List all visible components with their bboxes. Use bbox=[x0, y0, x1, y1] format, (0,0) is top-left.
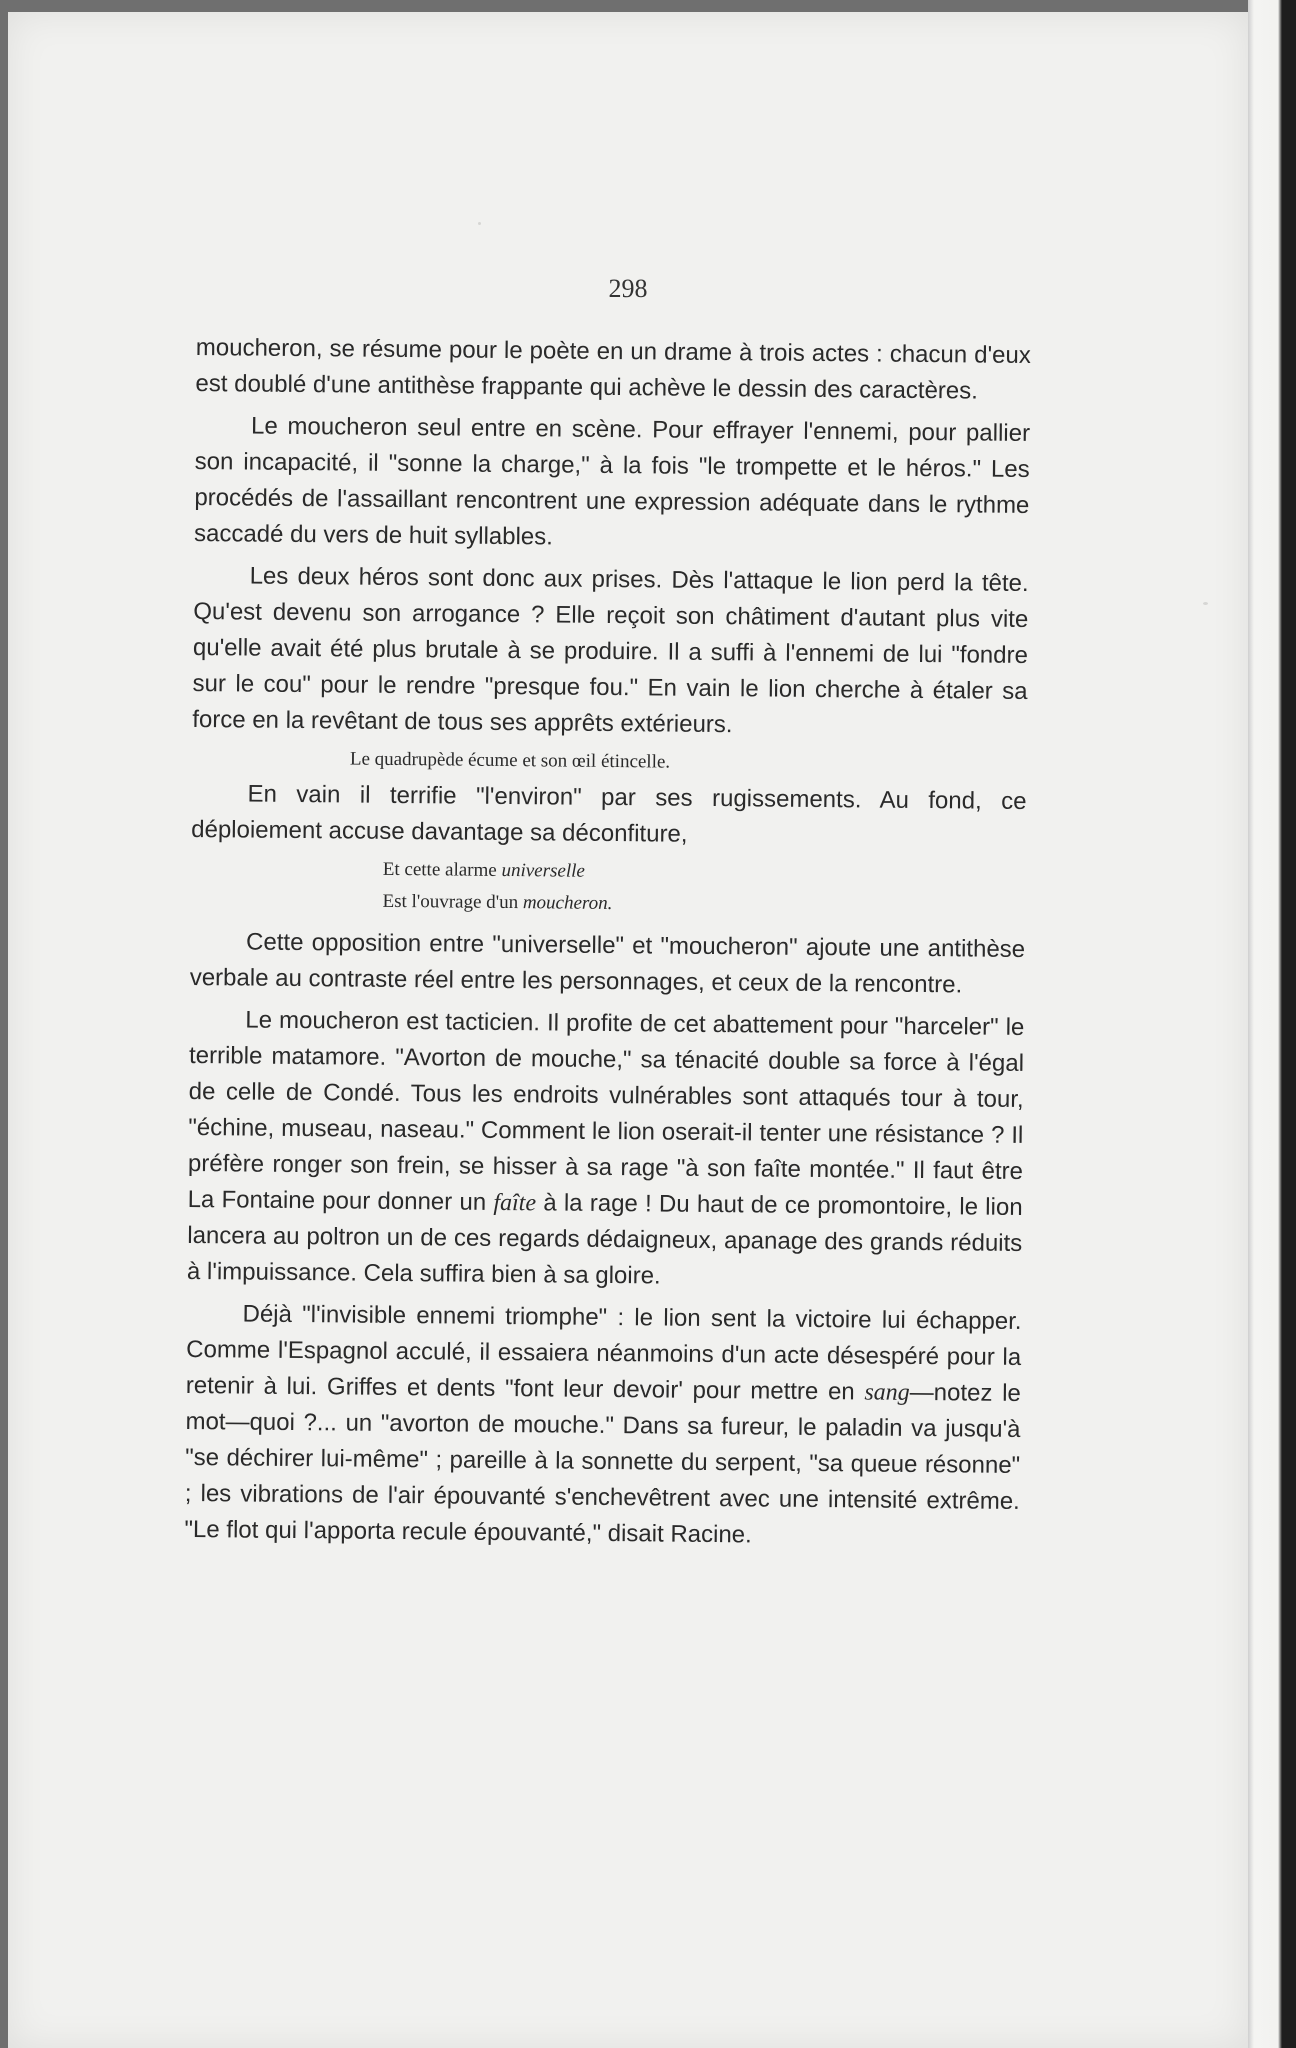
verse-quote: Le quadrupède écume et son œil étincelle. bbox=[349, 748, 671, 773]
paragraph-text: Le moucheron est tacticien. Il profite de cet abattement pour "harceler" le terrible matamore. "Avorton de mouche," sa ténacité double sa force à l'égal de celle de Condé. Tous les endroits vulnérables sont attaqués tour à tour, "échine, museau, naseau." Comment le lion oserait-il tenter une résistance ? Il préfère ronger son frein, se hisser à sa rage "à son faîte montée." Il faut être La Fontaine pour donner un bbox=[187, 1006, 1025, 1216]
verse-quote bbox=[190, 886, 1025, 922]
paragraph: Cette opposition entre "universelle" et "moucheron" ajoute une antithèse verbale au contraste réel entre les personnages, et ceux de la rencontre. bbox=[189, 928, 1026, 999]
quote-text: Est l'ouvrage d'un bbox=[382, 890, 523, 914]
page-number: 298 bbox=[608, 274, 648, 303]
paragraph-text: —notez le mot—quoi ?... un "avorton de mouche." Dans sa fureur, le paladin va jusqu'à "se déchirer lui-même" ; pareille à la sonnette du serpent, "sa queue résonne" ; les vibrations de l'air épouvanté s'enchevêtrent avec une intensité extrême. "Le flot qui l'apporta recule épouvanté," disait Racine. bbox=[184, 1378, 1021, 1549]
paper-speck bbox=[1203, 602, 1208, 605]
paragraph: Le moucheron seul entre en scène. Pour effrayer l'ennemi, pour pallier son incapacité, il "sonne la charge," à la fois "le trompette et le héros." Les procédés de l'assaillant rencontrent une expression adéquate dans le rythme saccadé du vers de huit syllables. bbox=[193, 412, 1031, 551]
italic-word: faîte bbox=[493, 1189, 537, 1217]
paragraph bbox=[187, 1002, 1025, 1298]
body-text bbox=[184, 330, 1031, 1562]
verse-quote bbox=[191, 854, 1026, 890]
italic-word: sang bbox=[864, 1379, 910, 1406]
book-page bbox=[8, 12, 1248, 2048]
paragraph: En vain il terrifie "l'environ" par ses rugissements. Au fond, ce déploiement accuse davantage sa déconfiture, bbox=[191, 780, 1027, 848]
paragraph-text: Déjà "l'invisible ennemi triomphe" : le lion sent la victoire lui échapper. Comme l'Espagnol acculé, il essaiera néanmoins d'un acte désespéré pour la retenir à lui. Griffes et dents "font leur devoir' pour mettre en bbox=[185, 1300, 1022, 1406]
quote-italic: moucheron. bbox=[522, 892, 613, 915]
paragraph-text: à la rage ! Du haut de ce promontoire, le lion lancera au poltron un de ces regards dédaigneux, apanage des grands réduits à l'impuissance. Cela suffira bien à sa gloire. bbox=[186, 1189, 1023, 1290]
paragraph: moucheron, se résume pour le poète en un drame à trois actes : chacun d'eux est doublé d'une antithèse frappante qui achève le dessin des caractères. bbox=[195, 333, 1031, 405]
paper-speck bbox=[478, 222, 481, 225]
adjacent-page-edge bbox=[1248, 0, 1296, 2048]
paragraph bbox=[184, 1296, 1021, 1556]
paragraph: Les deux héros sont donc aux prises. Dès l'attaque le lion perd la tête. Qu'est devenu son arrogance ? Elle reçoit son châtiment d'autant plus vite qu'elle avait été plus brutale à se produire. Il a suffi à l'ennemi de lui "fondre sur le cou" pour le rendre "presque fou." En vain le lion cherche à étaler sa force en la revêtant de tous ses apprêts extérieurs. bbox=[192, 562, 1029, 739]
quote-text: Et cette alarme bbox=[382, 858, 502, 881]
quote-italic: universelle bbox=[501, 859, 585, 882]
